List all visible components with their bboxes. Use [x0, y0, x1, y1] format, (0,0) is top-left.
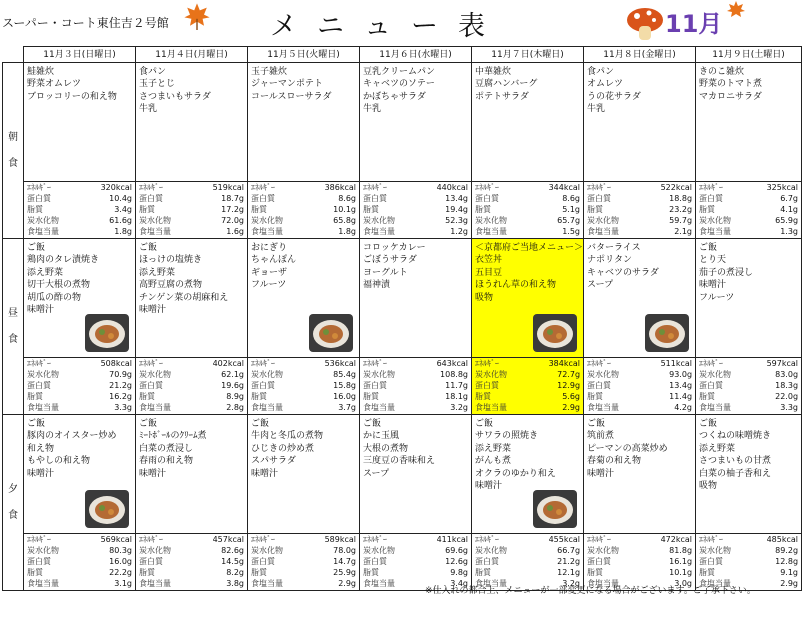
menu-cell [696, 239, 802, 358]
nutrition-energy: ｴﾈﾙｷﾞｰ 386kcal [251, 183, 356, 192]
menu-cell [360, 415, 472, 534]
maple-leaf-icon [183, 2, 211, 30]
nutrition-carb: 炭水化物 83.0g [699, 370, 799, 379]
nutrition-protein: 蛋白質 10.4g [27, 194, 132, 203]
nutrition-salt: 食塩当量 1.5g [475, 227, 581, 236]
menu-item: 春雨の和え物 [139, 456, 194, 467]
nutrition-salt: 食塩当量 3.8g [139, 579, 244, 588]
menu-item: 味噌汁 [699, 280, 727, 291]
menu-item: ポテトサラダ [475, 91, 529, 102]
nutrition-cell [248, 358, 360, 415]
menu-item: 味噌汁 [27, 305, 55, 316]
nutrition-fat: 脂質 8.2g [139, 568, 244, 577]
date-header: 11月５日(火曜日) [248, 47, 360, 63]
nutrition-protein: 蛋白質 18.7g [139, 194, 244, 203]
nutrition-cell [24, 358, 136, 415]
nutrition-protein: 蛋白質 14.7g [251, 557, 356, 566]
menu-item: がんも煮 [475, 456, 512, 467]
menu-item: 添え野菜 [27, 267, 64, 278]
nutrition-salt: 食塩当量 3.7g [251, 403, 356, 412]
menu-item: 豆乳クリームパン [363, 67, 436, 77]
menu-cell [136, 63, 248, 182]
nutrition-carb: 炭水化物 70.9g [27, 370, 132, 379]
menu-cell [584, 415, 696, 534]
nutrition-protein: 蛋白質 12.8g [699, 557, 799, 566]
nutrition-energy: ｴﾈﾙｷﾞｰ 344kcal [475, 183, 581, 192]
nutrition-protein: 蛋白質 18.3g [699, 381, 799, 390]
menu-cell [584, 63, 696, 182]
menu-item: 白菜の煮浸し [139, 443, 194, 454]
nutrition-energy: ｴﾈﾙｷﾞｰ 384kcal [475, 359, 581, 368]
menu-item: 添え野菜 [699, 443, 736, 454]
nutrition-carb: 炭水化物 78.0g [251, 546, 356, 555]
menu-item: フルーツ [251, 280, 287, 291]
menu-item: ﾐｰﾄﾎﾞｰﾙのｸﾘｰﾑ煮 [139, 431, 207, 442]
nutrition-protein: 蛋白質 16.0g [27, 557, 132, 566]
nutrition-carb: 炭水化物 61.6g [27, 216, 132, 225]
menu-cell [248, 239, 360, 358]
menu-item: ほうれん草の和え物 [475, 280, 557, 291]
menu-item: マカロニサラダ [699, 91, 762, 102]
nutrition-carb: 炭水化物 108.8g [363, 370, 468, 379]
lunch-menu-row [3, 239, 802, 358]
breakfast-label: 朝 食 [3, 63, 24, 239]
nutrition-energy: ｴﾈﾙｷﾞｰ 402kcal [139, 359, 244, 368]
nutrition-salt: 食塩当量 1.2g [363, 227, 468, 236]
menu-item: 玉子雑炊 [251, 67, 288, 77]
nutrition-salt: 食塩当量 2.9g [251, 579, 356, 588]
nutrition-cell [24, 182, 136, 239]
nutrition-cell [584, 534, 696, 591]
menu-item: ＜京都府ご当地メニュー＞ [475, 243, 584, 253]
dinner-label: 夕 食 [3, 415, 24, 591]
nutrition-protein: 蛋白質 8.6g [251, 194, 356, 203]
menu-item: 牛乳 [363, 104, 382, 115]
nutrition-protein: 蛋白質 11.7g [363, 381, 468, 390]
nutrition-fat: 脂質 5.1g [475, 205, 581, 214]
date-header: 11月４日(月曜日) [136, 47, 248, 63]
date-header: 11月８日(金曜日) [584, 47, 696, 63]
nutrition-energy: ｴﾈﾙｷﾞｰ 597kcal [699, 359, 799, 368]
menu-item: コールスローサラダ [251, 91, 332, 102]
menu-item: 福神漬 [363, 280, 391, 291]
nutrition-salt: 食塩当量 2.9g [699, 579, 799, 588]
nutrition-carb: 炭水化物 66.7g [475, 546, 581, 555]
menu-item: きのこ雑炊 [699, 67, 745, 77]
menu-item: 吸物 [699, 481, 718, 492]
menu-item: 胡瓜の酢の物 [27, 292, 82, 303]
dinner-nutrition-row [3, 534, 802, 591]
dish-photo [85, 490, 129, 528]
dish-photo [533, 490, 577, 528]
nutrition-protein: 蛋白質 14.5g [139, 557, 244, 566]
menu-item: 野菜オムレツ [27, 79, 82, 90]
menu-item: ピーマンの高菜炒め [587, 443, 668, 454]
menu-item: ひじきの炒め煮 [251, 443, 315, 454]
menu-item: ご飯 [27, 419, 46, 429]
nutrition-carb: 炭水化物 65.9g [699, 216, 799, 225]
menu-item: スパサラダ [251, 456, 296, 467]
nutrition-energy: ｴﾈﾙｷﾞｰ 455kcal [475, 535, 581, 544]
date-header: 11月７日(木曜日) [472, 47, 584, 63]
menu-cell [24, 239, 136, 358]
nutrition-fat: 脂質 22.0g [699, 392, 799, 401]
nutrition-energy: ｴﾈﾙｷﾞｰ 508kcal [27, 359, 132, 368]
nutrition-fat: 脂質 12.1g [475, 568, 581, 577]
nutrition-protein: 蛋白質 21.2g [475, 557, 581, 566]
nutrition-cell [24, 534, 136, 591]
menu-item: 味噌汁 [587, 468, 615, 479]
menu-cell [24, 63, 136, 182]
menu-item: ご飯 [699, 419, 718, 429]
maple-leaf-icon [726, 0, 746, 20]
nutrition-energy: ｴﾈﾙｷﾞｰ 485kcal [699, 535, 799, 544]
menu-item: 添え野菜 [139, 267, 176, 278]
nutrition-carb: 炭水化物 85.4g [251, 370, 356, 379]
menu-item: 玉子とじ [139, 79, 176, 90]
menu-item: ジャーマンポテト [251, 79, 323, 90]
nutrition-fat: 脂質 19.4g [363, 205, 468, 214]
nutrition-fat: 脂質 25.9g [251, 568, 356, 577]
nutrition-protein: 蛋白質 13.4g [587, 381, 693, 390]
nutrition-fat: 脂質 9.1g [699, 568, 799, 577]
nutrition-salt: 食塩当量 1.8g [251, 227, 356, 236]
nutrition-salt: 食塩当量 3.4g [363, 579, 468, 588]
menu-item: 春菊の和え物 [587, 456, 642, 467]
nutrition-energy: ｴﾈﾙｷﾞｰ 320kcal [27, 183, 132, 192]
menu-item: 食パン [139, 67, 167, 77]
nutrition-cell [248, 182, 360, 239]
nutrition-fat: 脂質 18.1g [363, 392, 468, 401]
menu-item: ナポリタン [587, 255, 633, 266]
nutrition-carb: 炭水化物 52.3g [363, 216, 468, 225]
nutrition-carb: 炭水化物 65.7g [475, 216, 581, 225]
menu-cell [24, 415, 136, 534]
dish-photo [533, 314, 577, 352]
nutrition-cell [360, 182, 472, 239]
menu-item: 豆腐ハンバーグ [475, 79, 538, 90]
nutrition-cell [696, 358, 802, 415]
nutrition-protein: 蛋白質 8.6g [475, 194, 581, 203]
nutrition-carb: 炭水化物 59.7g [587, 216, 693, 225]
menu-cell [360, 239, 472, 358]
nutrition-cell [472, 358, 584, 415]
nutrition-carb: 炭水化物 93.0g [587, 370, 693, 379]
nutrition-protein: 蛋白質 19.6g [139, 381, 244, 390]
menu-item: ごぼうサラダ [363, 255, 417, 266]
menu-item: とり天 [699, 255, 727, 266]
menu-item: 味噌汁 [251, 468, 279, 479]
menu-item: 鶏肉のタレ漬焼き [27, 255, 100, 266]
nutrition-salt: 食塩当量 3.0g [587, 579, 693, 588]
nutrition-protein: 蛋白質 6.7g [699, 194, 799, 203]
menu-item: 牛乳 [587, 104, 606, 115]
nutrition-energy: ｴﾈﾙｷﾞｰ 643kcal [363, 359, 468, 368]
breakfast-nutrition-row [3, 182, 802, 239]
nutrition-energy: ｴﾈﾙｷﾞｰ 511kcal [587, 359, 693, 368]
nutrition-salt: 食塩当量 3.2g [475, 579, 581, 588]
menu-item: 豚肉のオイスター炒め [27, 431, 117, 442]
nutrition-energy: ｴﾈﾙｷﾞｰ 457kcal [139, 535, 244, 544]
menu-item: 高野豆腐の煮物 [139, 280, 203, 291]
nutrition-fat: 脂質 3.4g [27, 205, 132, 214]
menu-cell [472, 63, 584, 182]
menu-item: 味噌汁 [139, 468, 167, 479]
nutrition-salt: 食塩当量 2.8g [139, 403, 244, 412]
nutrition-fat: 脂質 22.2g [27, 568, 132, 577]
nutrition-cell [472, 182, 584, 239]
menu-item: バターライス [587, 243, 641, 253]
nutrition-protein: 蛋白質 18.8g [587, 194, 693, 203]
nutrition-energy: ｴﾈﾙｷﾞｰ 325kcal [699, 183, 799, 192]
nutrition-fat: 脂質 8.9g [139, 392, 244, 401]
menu-cell [472, 415, 584, 534]
nutrition-energy: ｴﾈﾙｷﾞｰ 472kcal [587, 535, 693, 544]
menu-item: サワラの照焼き [475, 431, 539, 442]
menu-item: ブロッコリーの和え物 [27, 91, 117, 102]
facility-name: スーパー・コート東住吉２号館 [2, 16, 169, 30]
nutrition-salt: 食塩当量 3.1g [27, 579, 132, 588]
nutrition-fat: 脂質 9.8g [363, 568, 468, 577]
nutrition-protein: 蛋白質 13.4g [363, 194, 468, 203]
menu-item: コロッケカレー [363, 243, 426, 253]
menu-item: 茄子の煮浸し [699, 267, 754, 278]
menu-item: ご飯 [139, 243, 158, 253]
menu-item: オクラのゆかり和え [475, 468, 556, 479]
nutrition-fat: 脂質 10.1g [587, 568, 693, 577]
menu-cell [136, 239, 248, 358]
menu-item: かぼちゃサラダ [363, 91, 426, 102]
menu-item: ご飯 [27, 243, 46, 253]
menu-item: フルーツ [699, 292, 735, 303]
menu-item: かに玉風 [363, 431, 400, 442]
menu-item: 牛肉と冬瓜の煮物 [251, 431, 324, 442]
menu-item: さつまいもサラダ [139, 91, 211, 102]
nutrition-fat: 脂質 10.1g [251, 205, 356, 214]
nutrition-fat: 脂質 17.2g [139, 205, 244, 214]
nutrition-salt: 食塩当量 1.3g [699, 227, 799, 236]
nutrition-cell [136, 534, 248, 591]
menu-cell [360, 63, 472, 182]
nutrition-carb: 炭水化物 72.7g [475, 370, 581, 379]
mushroom-icon [625, 6, 665, 42]
menu-item: 切干大根の煮物 [27, 280, 91, 291]
dish-photo [309, 314, 353, 352]
nutrition-carb: 炭水化物 65.8g [251, 216, 356, 225]
menu-item: ギョーザ [251, 267, 288, 278]
nutrition-fat: 脂質 4.1g [699, 205, 799, 214]
nutrition-carb: 炭水化物 62.1g [139, 370, 244, 379]
nutrition-carb: 炭水化物 81.8g [587, 546, 693, 555]
nutrition-salt: 食塩当量 1.8g [27, 227, 132, 236]
menu-item: ほっけの塩焼き [139, 255, 203, 266]
menu-cell [696, 415, 802, 534]
month-label: 11月 [665, 10, 723, 38]
menu-item: 吸物 [475, 292, 494, 303]
nutrition-carb: 炭水化物 72.0g [139, 216, 244, 225]
menu-table [2, 46, 802, 591]
menu-cell [248, 63, 360, 182]
nutrition-protein: 蛋白質 12.6g [363, 557, 468, 566]
menu-item: 五目豆 [475, 267, 503, 278]
nutrition-salt: 食塩当量 2.9g [475, 403, 581, 412]
menu-item: 牛乳 [139, 104, 158, 115]
nutrition-cell [696, 534, 802, 591]
menu-item: 添え野菜 [475, 443, 512, 454]
nutrition-cell [136, 358, 248, 415]
menu-item: ご飯 [699, 243, 718, 253]
menu-item: おにぎり [251, 243, 288, 253]
menu-item: スープ [363, 468, 390, 479]
date-header: 11月９日(土曜日) [696, 47, 802, 63]
nutrition-protein: 蛋白質 21.2g [27, 381, 132, 390]
menu-item: 味噌汁 [139, 305, 167, 316]
menu-item: つくねの味噌焼き [699, 431, 772, 442]
nutrition-protein: 蛋白質 16.1g [587, 557, 693, 566]
nutrition-fat: 脂質 16.0g [251, 392, 356, 401]
nutrition-carb: 炭水化物 89.2g [699, 546, 799, 555]
nutrition-fat: 脂質 5.6g [475, 392, 581, 401]
nutrition-carb: 炭水化物 69.6g [363, 546, 468, 555]
nutrition-cell [584, 182, 696, 239]
nutrition-fat: 脂質 16.2g [27, 392, 132, 401]
menu-item: キャベツのソテー [363, 79, 435, 90]
nutrition-cell [136, 182, 248, 239]
nutrition-energy: ｴﾈﾙｷﾞｰ 411kcal [363, 535, 468, 544]
menu-cell [136, 415, 248, 534]
nutrition-energy: ｴﾈﾙｷﾞｰ 522kcal [587, 183, 693, 192]
menu-item: キャベツのサラダ [587, 267, 659, 278]
nutrition-cell [696, 182, 802, 239]
date-header: 11月３日(日曜日) [24, 47, 136, 63]
menu-item: 中華雑炊 [475, 67, 512, 77]
nutrition-salt: 食塩当量 2.1g [587, 227, 693, 236]
menu-item: ご飯 [587, 419, 606, 429]
menu-cell [584, 239, 696, 358]
menu-item: スープ [587, 280, 614, 291]
nutrition-cell [248, 534, 360, 591]
menu-item: 野菜のトマト煮 [699, 79, 763, 90]
breakfast-menu-row [3, 63, 802, 182]
menu-item: 大根の煮物 [363, 443, 409, 454]
menu-item: チンゲン菜の胡麻和え [139, 292, 229, 303]
nutrition-fat: 脂質 23.2g [587, 205, 693, 214]
menu-item: 衣笠丼 [475, 255, 503, 266]
nutrition-salt: 食塩当量 3.3g [27, 403, 132, 412]
menu-item: ヨーグルト [363, 267, 408, 278]
menu-item: うの花サラダ [587, 91, 641, 102]
nutrition-cell [360, 534, 472, 591]
nutrition-energy: ｴﾈﾙｷﾞｰ 440kcal [363, 183, 468, 192]
menu-item: オムレツ [587, 79, 624, 90]
menu-item: 鮭雑炊 [27, 67, 55, 77]
nutrition-protein: 蛋白質 12.9g [475, 381, 581, 390]
menu-cell [248, 415, 360, 534]
page-title: メニュー表 [270, 11, 505, 42]
nutrition-cell [360, 358, 472, 415]
lunch-label: 昼 食 [3, 239, 24, 415]
nutrition-energy: ｴﾈﾙｷﾞｰ 519kcal [139, 183, 244, 192]
menu-item: もやしの和え物 [27, 456, 91, 467]
date-header: 11月６日(水曜日) [360, 47, 472, 63]
nutrition-carb: 炭水化物 82.6g [139, 546, 244, 555]
dinner-menu-row [3, 415, 802, 534]
menu-item: ご飯 [475, 419, 494, 429]
nutrition-salt: 食塩当量 3.2g [363, 403, 468, 412]
lunch-nutrition-row [3, 358, 802, 415]
menu-cell [696, 63, 802, 182]
menu-item: 味噌汁 [27, 468, 55, 479]
menu-cell [472, 239, 584, 358]
dish-photo [85, 314, 129, 352]
nutrition-energy: ｴﾈﾙｷﾞｰ 536kcal [251, 359, 356, 368]
corner-cell [3, 47, 24, 63]
nutrition-salt: 食塩当量 4.2g [587, 403, 693, 412]
nutrition-carb: 炭水化物 80.3g [27, 546, 132, 555]
menu-item: 白菜の柚子香和え [699, 468, 772, 479]
nutrition-energy: ｴﾈﾙｷﾞｰ 569kcal [27, 535, 132, 544]
menu-item: 三度豆の香味和え [363, 456, 436, 467]
footnote: ※仕入れの都合上、メニューが一部変更になる場合がございます。ご了承下さい。 [425, 586, 756, 596]
menu-item: ご飯 [363, 419, 382, 429]
menu-item: ご飯 [139, 419, 158, 429]
nutrition-cell [472, 534, 584, 591]
menu-item: ご飯 [251, 419, 270, 429]
menu-item: さつまいもの甘煮 [699, 456, 772, 467]
menu-item: 和え物 [27, 443, 55, 454]
menu-item: ちゃんぽん [251, 255, 297, 266]
nutrition-energy: ｴﾈﾙｷﾞｰ 589kcal [251, 535, 356, 544]
menu-item: 筑前煮 [587, 431, 615, 442]
nutrition-cell [584, 358, 696, 415]
nutrition-protein: 蛋白質 15.8g [251, 381, 356, 390]
date-header-row [3, 47, 802, 63]
nutrition-salt: 食塩当量 3.3g [699, 403, 799, 412]
nutrition-fat: 脂質 11.4g [587, 392, 693, 401]
dish-photo [645, 314, 689, 352]
nutrition-salt: 食塩当量 1.6g [139, 227, 244, 236]
menu-item: 味噌汁 [475, 481, 503, 492]
menu-item: 食パン [587, 67, 615, 77]
